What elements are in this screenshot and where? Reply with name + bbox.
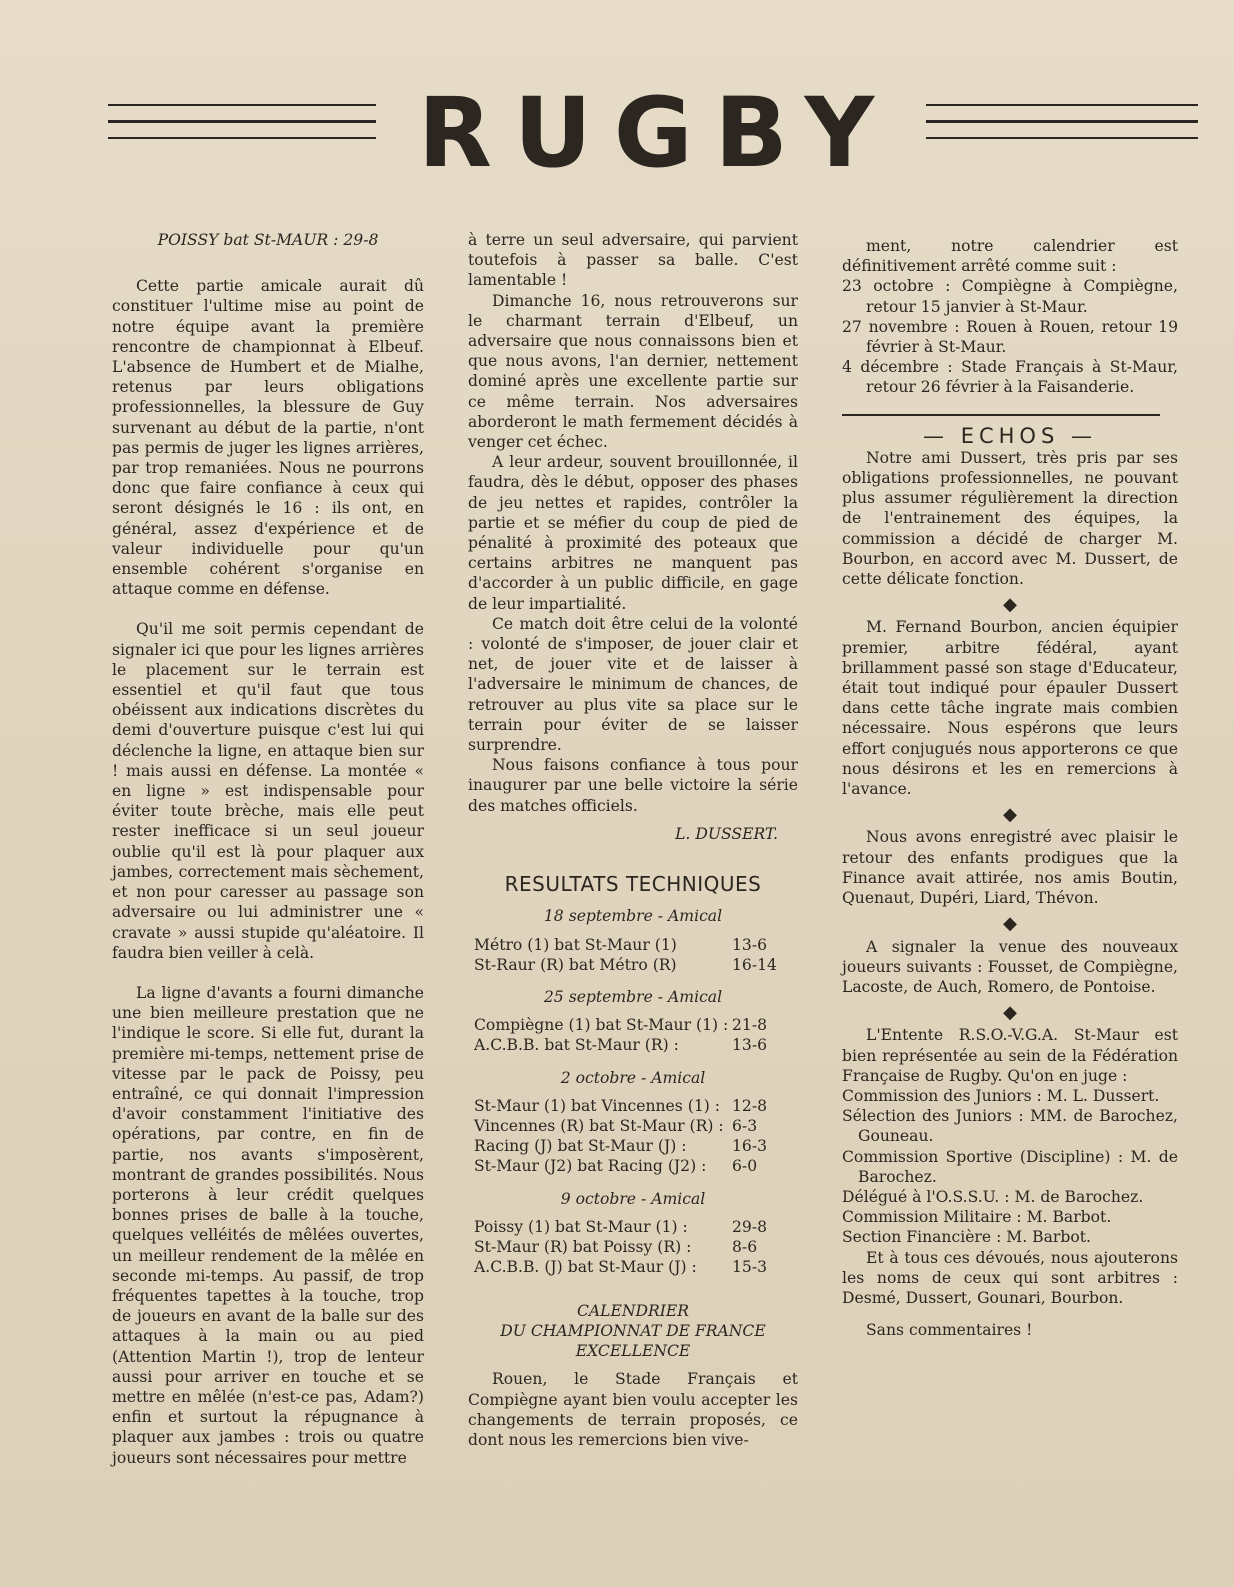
article-paragraph: Ce match doit être celui de la volonté : volonté de s'imposer, de jouer clair et net, de jouer vite et de laisser à l'adversaire le minimum de chances, de retrouver au plus vite sa place sur le terrain pour éviter de se laisser surprendre.: [468, 614, 798, 755]
diamond-icon: ◆: [1003, 594, 1017, 616]
article-paragraph: A leur ardeur, souvent brouillonnée, il faudra, dès le début, opposer des phases de jeu nettes et rapides, contrôler la partie et se méfier du coup de pied de pénalité à proximité des poteaux que certains arbitres ne manquent pas d'accorder à un public difficile, en gage de leur impartialité.: [468, 453, 798, 613]
result-row: St-Maur (R) bat Poissy (R) : 8-6: [474, 1237, 758, 1256]
echos-list-item: Sélection des Juniors : MM. de Barochez, Gouneau.: [842, 1107, 1178, 1146]
result-row: A.C.B.B. bat St-Maur (R) : 13-6: [474, 1036, 768, 1055]
column-1: [112, 230, 424, 1468]
article-heading: POISSY bat St-MAUR : 29-8: [157, 231, 379, 249]
echos-paragraph: Notre ami Dussert, très pris par ses obligations professionnelles, ne pouvant plus assumer régulièrement la direction de l'entrainement des équipes, la commission a décidé de charger M. Bourbon, en accord avec M. Dussert, de cette délicate fonction.: [842, 448, 1178, 589]
article-paragraph: Cette partie amicale aurait dû constituer l'ultime mise au point de notre équipe avant la première rencontre de championnat à Elbeuf. L'absence de Humbert et de Mialhe, retenus par leurs obligations professionnelles, la blessure de Guy survenant au début de la partie, n'ont pas permis de juger les lignes arrières, par trop remaniées. Nous ne pourrons donc que faire confiance à ceux qui seront désignés le 16 : ils ont, en général, assez d'expérience et de valeur individuelle pour qu'un ensemble cohérent s'organise en attaque comme en défense.: [112, 277, 424, 599]
echos-paragraph: A signaler la venue des nouveaux joueurs suivants : Fousset, de Compiègne, Lacoste, de Auch, Romero, de Pontoise.: [842, 937, 1178, 996]
calendar-item: 4 décembre : Stade Français à St-Maur, retour 26 février à la Faisanderie.: [842, 358, 1178, 397]
result-row: Vincennes (R) bat St-Maur (R) : 6-3: [474, 1116, 758, 1135]
echos-list-item: Délégué à l'O.S.S.U. : M. de Barochez.: [842, 1187, 1144, 1206]
diamond-icon: ◆: [1003, 1002, 1017, 1024]
results-date: 9 octobre - Amical: [560, 1189, 706, 1208]
echos-paragraph: Nous avons enregistré avec plaisir le retour des enfants prodigues que la Finance avait attirée, nos amis Boutin, Quenaut, Dupéri, Liard, Thévon.: [842, 828, 1178, 908]
article-paragraph: à terre un seul adversaire, qui parvient toutefois à passer sa balle. C'est lamentable !: [468, 231, 798, 290]
article-paragraph: Nous faisons confiance à tous pour inaugurer par une belle victoire la série des matches officiels.: [468, 756, 798, 815]
article-paragraph: Dimanche 16, nous retrouverons sur le charmant terrain d'Elbeuf, un adversaire que nous connaissons bien et que nous avons, l'an dernier, nettement dominé après une excellente partie sur ce même terrain. Nos adversaires aborderont le math fermement décidés à venger cet échec.: [468, 291, 798, 452]
diamond-icon: ◆: [1003, 913, 1017, 935]
column-2: [468, 230, 798, 1450]
result-row: Racing (J) bat St-Maur (J) : 16-3: [474, 1137, 768, 1156]
result-row: A.C.B.B. (J) bat St-Maur (J) : 15-3: [474, 1258, 768, 1277]
result-row: St-Maur (J2) bat Racing (J2) : 6-0: [474, 1157, 758, 1176]
article-paragraph: La ligne d'avants a fourni dimanche une bien meilleure prestation que ne l'indique le score. Si elle fut, durant la première mi-temps, nettement prise de vitesse par le pack de Poissy, peu entraîné, ce qui donnait l'impression d'avoir constamment l'initiative des opérations, par contre, en fin de partie, nos avants s'imposèrent, montrant de grandes possibilités. Nous porterons à leur crédit quelques bonnes prises de balle à la touche, quelques velléités de mêlées ouvertes, un meilleur rendement de la mêlée en seconde mi-temps. Au passif, de trop fréquentes tapettes à la touche, trop de joueurs en avant de la balle sur des attaques à la main ou au pied (Attention Martin !), trop de lenteur aussi pour arriver en touche et se mettre en mêlée (n'est-ce pas, Adam?) enfin et surtout la répugnance à plaquer aux jambes : trois ou quatre joueurs sont nécessaires pour mettre: [112, 983, 424, 1467]
result-row: Compiègne (1) bat St-Maur (1) : 21-8: [474, 1016, 768, 1035]
calendar-item: 23 octobre : Compiègne à Compiègne, retour 15 janvier à St-Maur.: [842, 277, 1178, 316]
echos-paragraph: M. Fernand Bourbon, ancien équipier premier, arbitre fédéral, ayant brillamment passé son stage d'Educateur, était tout indiqué pour épauler Dussert dans cette tâche ingrate mais combien nécessaire. Nous espérons que leurs effort conjugués nous apporterons ce que nous désirons et les en remercions à l'avance.: [842, 618, 1178, 799]
result-row: St-Maur (1) bat Vincennes (1) : 12-8: [474, 1096, 768, 1115]
article-signature: L. DUSSERT.: [675, 824, 778, 843]
echos-list-item: Section Financière : M. Barbot.: [842, 1228, 1091, 1247]
masthead: [108, 77, 1198, 190]
result-row: St-Raur (R) bat Métro (R) 16-14: [474, 955, 777, 974]
calendar-item: 27 novembre : Rouen à Rouen, retour 19 février à St-Maur.: [842, 317, 1178, 357]
article-paragraph: Qu'il me soit permis cependant de signaler ici que pour les lignes arrières le placement sur le terrain est essentiel et qu'il faut que tous obéissent aux indications discrètes du demi d'ouverture puisque c'est lui qui déclenche la ligne, en attaque bien sur ! mais aussi en défense. La montée « en ligne » est indispensable pour éviter toute brèche, mais elle peut rester inefficace si un seul joueur oublie qu'il est là pour plaquer aux jambes, correctement mais sèchement, et non pour caresser au passage son adversaire ou lui administrer une « cravate » aussi stupide qu'aléatoire. Il faudra bien veiller à celà.: [112, 620, 424, 962]
results-date: 2 octobre - Amical: [560, 1068, 706, 1087]
echos-paragraph: Et à tous ces dévoués, nous ajouterons les noms de ceux qui sont arbitres : Desmé, Dussert, Gounari, Bourbon.: [842, 1248, 1178, 1307]
results-date: 18 septembre - Amical: [543, 907, 723, 926]
diamond-icon: ◆: [1003, 804, 1017, 826]
page-title: RUGBY: [418, 77, 897, 189]
decorative-rules-left: [108, 104, 376, 153]
results-date: 25 septembre - Amical: [543, 987, 723, 1006]
decorative-rules-right: [926, 104, 1198, 153]
column-3: [842, 236, 1178, 1340]
results-title: RESULTATS TECHNIQUES: [504, 872, 762, 897]
calendar-continued: ment, notre calendrier est définitivement arrêté comme suit :: [842, 237, 1178, 276]
divider: [842, 414, 1160, 416]
calendar-intro: Rouen, le Stade Français et Compiègne ayant bien voulu accepter les changements de terrain proposés, ce dont nous les remercions bien vive-: [468, 1370, 798, 1449]
echos-title: — ECHOS —: [923, 423, 1097, 448]
result-row: Métro (1) bat St-Maur (1) 13-6: [474, 935, 768, 954]
echos-paragraph: Sans commentaires !: [866, 1321, 1033, 1340]
result-row: Poissy (1) bat St-Maur (1) : 29-8: [474, 1217, 768, 1236]
echos-list-item: Commission Sportive (Discipline) : M. de Barochez.: [842, 1147, 1178, 1186]
echos-list-item: Commission des Juniors : M. L. Dussert.: [842, 1086, 1160, 1105]
calendar-title: CALENDRIER DU CHAMPIONNAT DE FRANCE EXCELLENCE: [500, 1302, 766, 1361]
echos-list-item: Commission Militaire : M. Barbot.: [842, 1208, 1112, 1227]
echos-paragraph: L'Entente R.S.O.-V.G.A. St-Maur est bien représentée au sein de la Fédération Française de Rugby. Qu'on en juge :: [842, 1026, 1178, 1085]
